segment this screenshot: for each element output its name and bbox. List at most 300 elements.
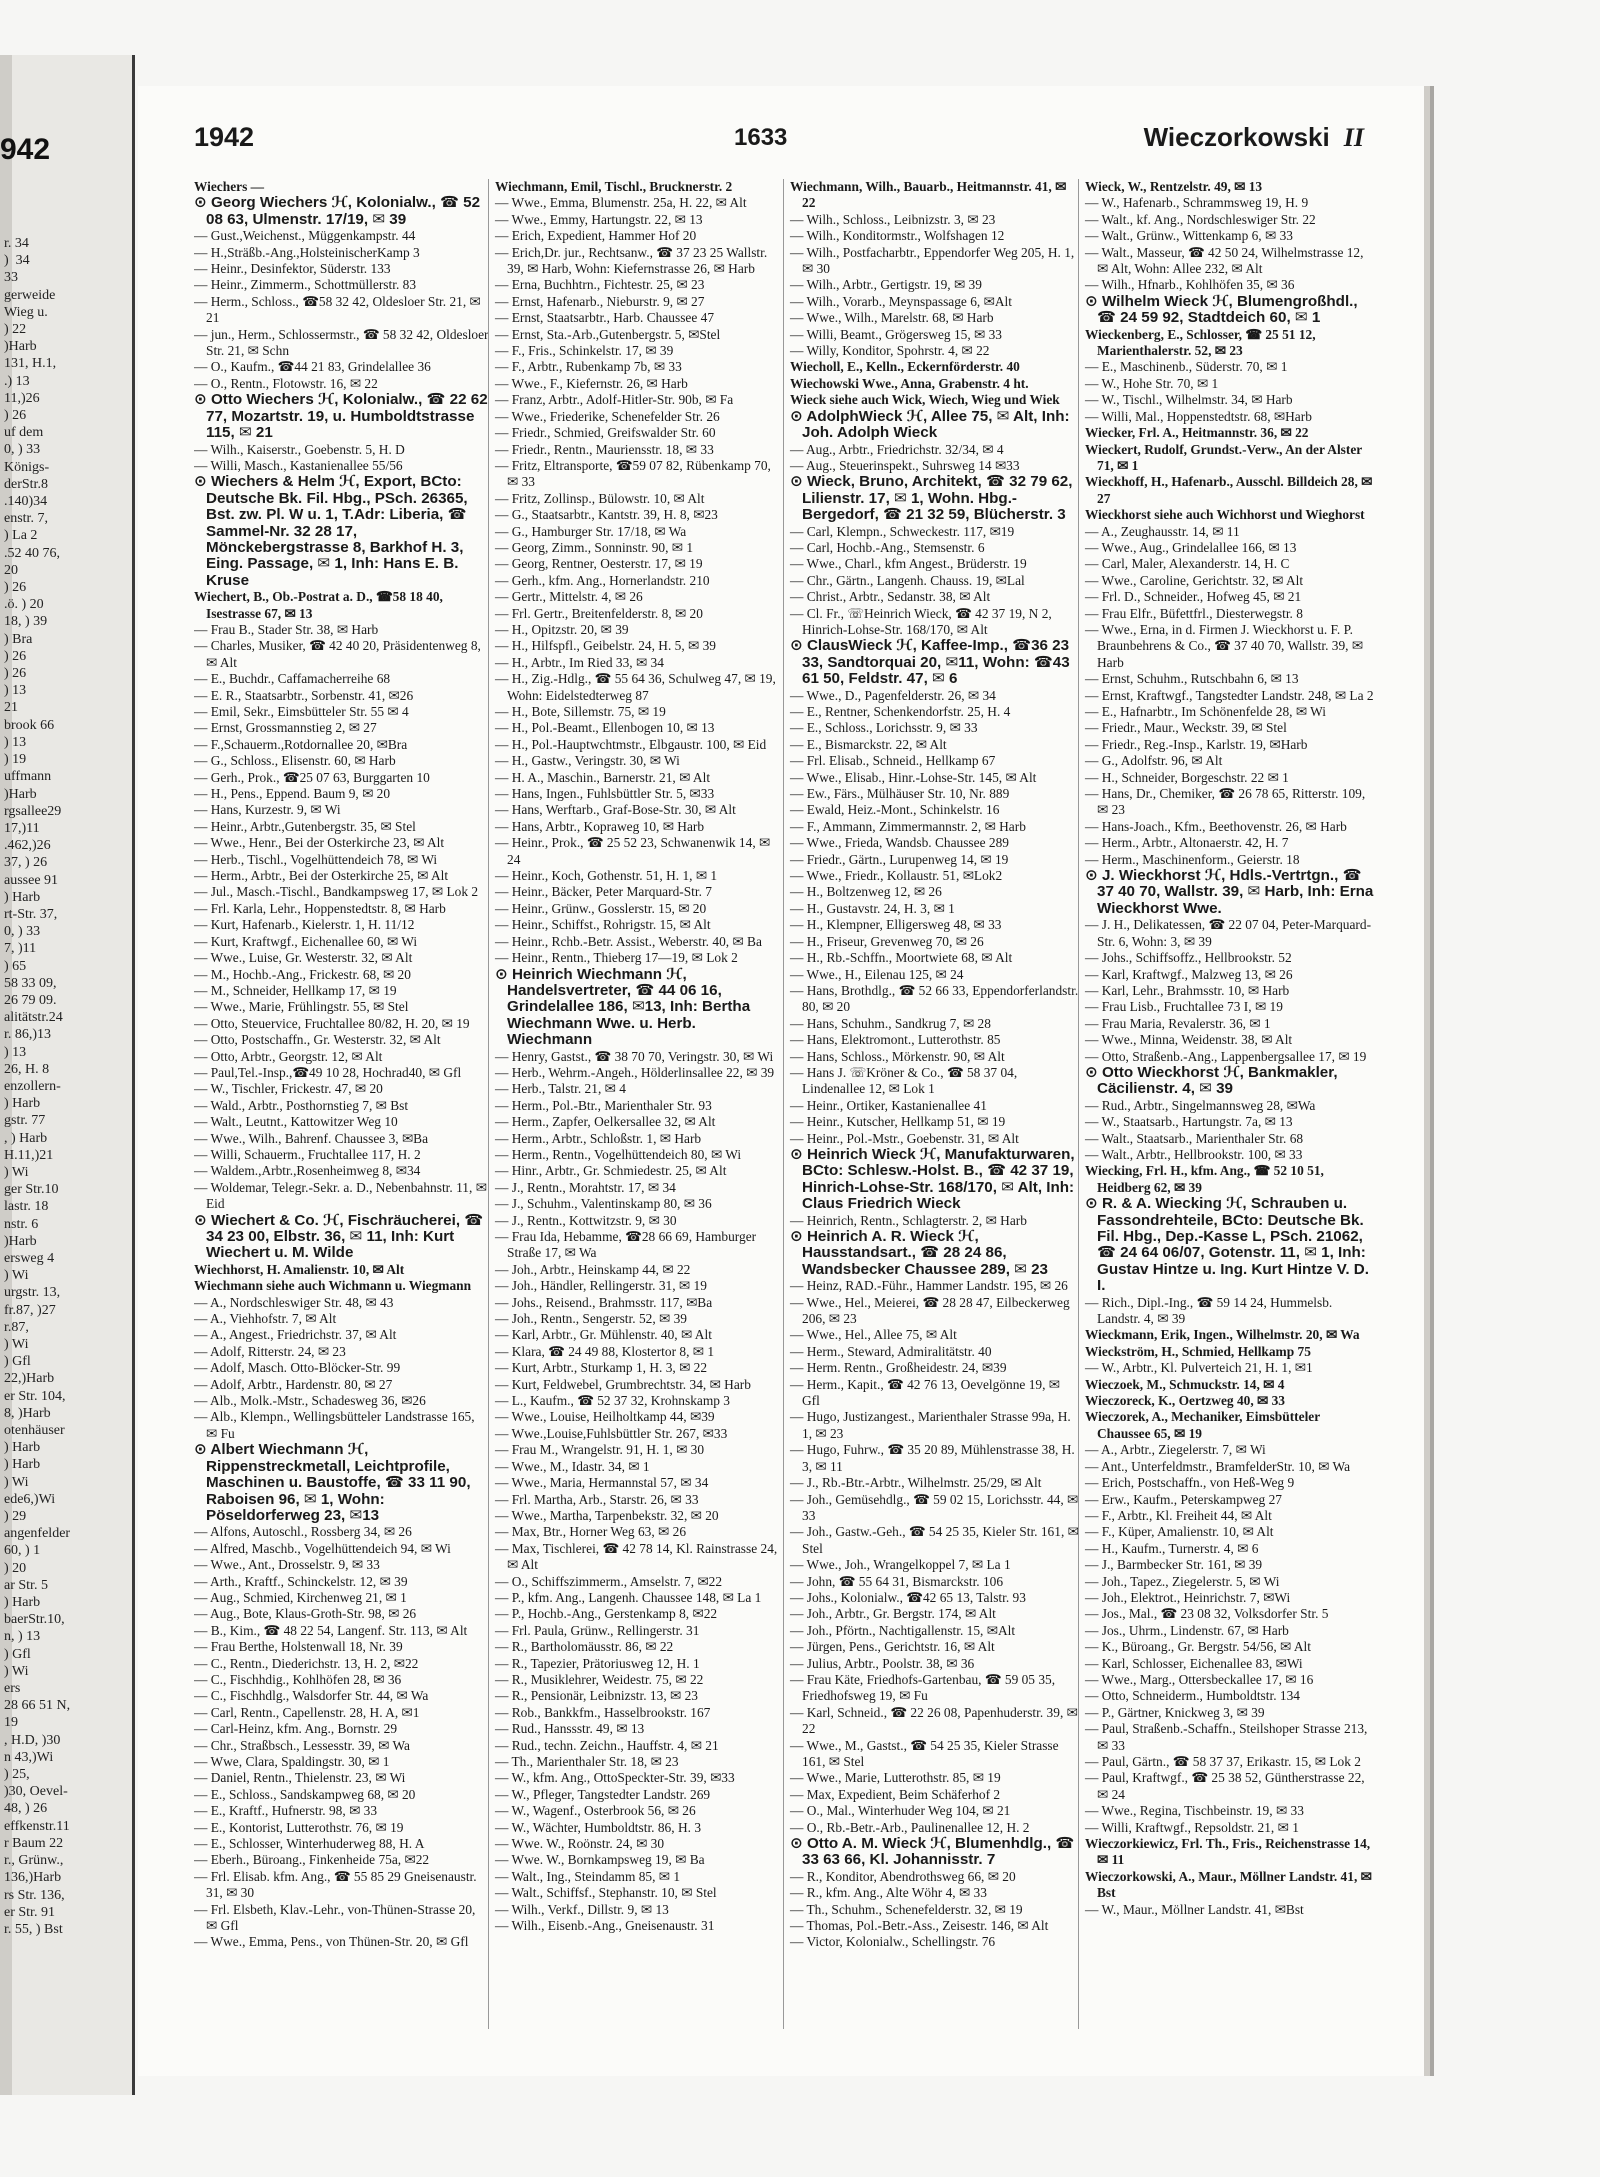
directory-entry: — Heinz, RAD.-Führ., Hammer Landstr. 195, ✉ 26	[790, 1278, 1068, 1294]
directory-entry: — Frau Ida, Hebamme, ☎28 66 69, Hamburger Straße 17, ✉ Wa	[495, 1229, 757, 1261]
directory-entry: — Ewald, Heiz.-Mont., Schinkelstr. 16	[790, 802, 1000, 818]
directory-entry: — Karl, Schlosser, Eichenallee 83, ✉Wi	[1085, 1655, 1303, 1671]
directory-entry: — Wwe. W., Bornkampsweg 19, ✉ Ba	[495, 1852, 705, 1868]
directory-entry: — Georg, Zimm., Sonninstr. 90, ✉ 1	[495, 539, 694, 555]
directory-entry: — Daniel, Rentn., Thielenstr. 23, ✉ Wi	[194, 1770, 406, 1786]
directory-entry: — E., Bismarckstr. 22, ✉ Alt	[790, 736, 947, 752]
directory-entry: — E., Buchdr., Caffamacherreihe 68	[194, 671, 391, 687]
directory-entry: — Herm., Maschinenform., Geierstr. 18	[1085, 851, 1300, 867]
directory-entry: — R., Musiklehrer, Weidestr. 75, ✉ 22	[495, 1671, 704, 1687]
directory-entry: — Franz, Arbtr., Adolf-Hitler-Str. 90b, ✉ Fa	[495, 392, 734, 408]
directory-entry: — Frau M., Wrangelstr. 91, H. 1, ✉ 30	[495, 1442, 705, 1458]
directory-entry: — Walt., Grünw., Wittenkamp 6, ✉ 33	[1085, 228, 1293, 244]
directory-entry: — E., Schlosser, Winterhuderweg 88, H. A	[194, 1836, 425, 1852]
directory-entry: — Wwe, Clara, Spaldingstr. 30, ✉ 1	[194, 1754, 390, 1769]
directory-entry: — Paul,Tel.-Insp.,☎49 10 28, Hochrad40, ✉ Gfl	[194, 1064, 462, 1080]
directory-entry: — Wwe., Henr., Bei der Osterkirche 23, ✉ Alt	[194, 835, 445, 851]
directory-entry: — Erna, Buchhtrn., Fichtestr. 25, ✉ 23	[495, 277, 705, 293]
directory-entry: — Adolf, Masch. Otto-Blöcker-Str. 99	[194, 1360, 401, 1376]
directory-entry: Wiechmann, Wilh., Bauarb., Heitmannstr. 41, ✉ 22	[790, 179, 1067, 211]
directory-entry: — Karl, Schneid., ☎ 22 26 08, Papenhuderstr. 39, ✉ 22	[790, 1704, 1078, 1737]
directory-entry: — E. R., Staatsarbtr., Sorbenstr. 41, ✉26	[194, 687, 414, 703]
directory-entry: — Carl, Rentn., Capellenstr. 28, H. A, ✉1	[194, 1704, 420, 1720]
directory-entry: — Wwe., Maria, Hermannstal 57, ✉ 34	[495, 1475, 709, 1491]
directory-entry: — Wwe., Regina, Tischbeinstr. 19, ✉ 33	[1085, 1803, 1304, 1819]
directory-entry: — Willy, Konditor, Spohrstr. 4, ✉ 22	[790, 343, 990, 359]
directory-entry: — Frl. Karla, Lehr., Hoppenstedtstr. 8, ✉ Harb	[194, 900, 446, 916]
directory-entry: Wieckhoff, H., Hafenarb., Ausschl. Billdeich 28, ✉ 27	[1085, 474, 1373, 506]
directory-entry: — Wwe., Marie, Lutterothstr. 85, ✉ 19	[790, 1770, 1001, 1786]
directory-entry: — Rud., techn. Zeichn., Hauffstr. 4, ✉ 21	[495, 1737, 719, 1753]
directory-entry: — P., kfm. Ang., Langenh. Chaussee 148, ✉ La 1	[495, 1589, 762, 1605]
directory-entry: Wieczoek, M., Schmuckstr. 14, ✉ 4	[1085, 1376, 1285, 1392]
directory-entry: — W., Tischl., Wilhelmstr. 34, ✉ Harb	[1085, 392, 1293, 408]
directory-entry: — Wwe., Wilh., Bahrenf. Chaussee 3, ✉Ba	[194, 1130, 429, 1146]
directory-entry: — Wilh., Arbtr., Gertigstr. 19, ✉ 39	[790, 277, 982, 293]
directory-entry: — Alfred, Maschb., Vogelhüttendeich 94, ✉ Wi	[194, 1540, 451, 1556]
directory-entry: ⊙ ClausWieck ℋ, Kaffee-Imp., ☎36 23 33, Sandtorquai 20, ✉11, Wohn: ☎43 61 50, Feldstr. 47, ✉ 6	[790, 637, 1070, 688]
directory-entry: — P., Hochb.-Ang., Gerstenkamp 8, ✉22	[495, 1606, 718, 1622]
directory-entry: — W., Wächter, Humboldtstr. 86, H. 3	[495, 1819, 702, 1835]
directory-entry: — H., Rb.-Schffn., Moortwiete 68, ✉ Alt	[790, 950, 1013, 966]
directory-entry: — Hans, Schloss., Mörkenstr. 90, ✉ Alt	[790, 1048, 1005, 1064]
directory-entry: — R., kfm. Ang., Alte Wöhr 4, ✉ 33	[790, 1885, 987, 1901]
directory-entry: — Wilh., Schloss., Leibnizstr. 3, ✉ 23	[790, 211, 996, 227]
directory-entry: ⊙ Heinrich A. R. Wieck ℋ, Hausstandsart., ☎ 28 24 86, Wandsbecker Chaussee 289, ✉ 23	[790, 1228, 1049, 1278]
directory-entry: Wieczorkiewicz, Frl. Th., Fris., Reichenstrasse 14, ✉ 11	[1085, 1836, 1371, 1868]
directory-entry: — Frl. D., Schneider., Hofweg 45, ✉ 21	[1085, 589, 1302, 605]
directory-entry: — C., Fischhdig., Kohlhöfen 28, ✉ 36	[194, 1671, 402, 1687]
directory-entry: — E., Schloss., Lorichsstr. 9, ✉ 33	[790, 720, 978, 736]
page-header	[194, 122, 1364, 166]
directory-entry: — Hans, Dr., Chemiker, ☎ 26 78 65, Ritterstr. 109, ✉ 23	[1085, 786, 1366, 818]
directory-entry: — Waldem.,Arbtr.,Rosenheimweg 8, ✉34	[194, 1163, 421, 1179]
directory-entry: Wieckenberg, E., Schlosser, ☎ 25 51 12, Marienthalerstr. 52, ✉ 23	[1085, 326, 1316, 359]
directory-entry: — Aug., Schmied, Kirchenweg 21, ✉ 1	[194, 1589, 407, 1605]
directory-entry: — Frau Elfr., Büfettfrl., Diesterwegstr. 8	[1085, 605, 1303, 621]
directory-entry: — Heinr., Rentn., Thieberg 17—19, ✉ Lok 2	[495, 950, 738, 966]
directory-entry: — W., Wagenf., Osterbrook 56, ✉ 26	[495, 1803, 696, 1819]
directory-entry: — Jos., Mal., ☎ 23 08 32, Volksdorfer Str. 5	[1085, 1606, 1329, 1622]
directory-entry: — H., Gastw., Veringstr. 30, ✉ Wi	[495, 753, 680, 769]
directory-entry: — Erich,Dr. jur., Rechtsanw., ☎ 37 23 25 Wallstr. 39, ✉ Harb, Wohn: Kiefernstrasse 26, ✉ Harb	[495, 244, 768, 277]
directory-entry: — Carl, Hochb.-Ang., Stemsenstr. 6	[790, 539, 985, 555]
directory-entry: — Herm., Arbtr., Altonaerstr. 42, H. 7	[1085, 835, 1289, 851]
directory-entry: — Ernst, Staatsarbtr., Harb. Chaussee 47	[495, 310, 715, 326]
directory-entry: — Frl. Martha, Arb., Starstr. 26, ✉ 33	[495, 1491, 699, 1507]
directory-entry: — Frau Lisb., Fruchtallee 73 I, ✉ 19	[1085, 999, 1283, 1015]
directory-entry: — R., Pensionär, Leibnizstr. 13, ✉ 23	[495, 1688, 698, 1704]
directory-entry: — E., Schloss., Sandskampweg 68, ✉ 20	[194, 1786, 416, 1802]
directory-entry: — Hans J. ☏Kröner & Co., ☎ 58 37 04, Lindenallee 12, ✉ Lok 1	[790, 1064, 1018, 1097]
directory-entry: — W., kfm. Ang., OttoSpeckter-Str. 39, ✉33	[495, 1770, 735, 1786]
directory-entry: — Rob., Bankkfm., Hasselbrookstr. 167	[495, 1704, 711, 1720]
header-keyword-text: Wieczorkowski	[1143, 122, 1330, 152]
directory-entry: — Wwe., Minna, Weidenstr. 38, ✉ Alt	[1085, 1032, 1293, 1048]
directory-entry: — Johs., Kolonialw., ☎42 65 13, Talstr. 93	[790, 1589, 1026, 1605]
directory-entry: — Heinrich, Rentn., Schlagterstr. 2, ✉ Harb	[790, 1212, 1027, 1228]
directory-entry: ⊙ Wiechers & Helm ℋ, Export, BCto: Deutsche Bk. Fil. Hbg., PSch. 26365, Bst. zw. Pl. W u. 1, T.Adr: Liberia, ☎ Sammel-Nr. 32 28 17, Mönckebergstrasse 8, Barkhof H. 3, Eing. Passage, ✉ 1, Inh: Hans E. B. Kruse	[194, 473, 468, 589]
directory-entry: — L., Kaufm., ☎ 52 37 32, Krohnskamp 3	[495, 1393, 730, 1409]
directory-entry: — O., Rentn., Flotowstr. 16, ✉ 22	[194, 375, 378, 391]
directory-entry: — Ernst, Hafenarb., Nieburstr. 9, ✉ 27	[495, 293, 705, 309]
directory-entry: — Joh., Gemüsehdlg., ☎ 59 02 15, Lorichsstr. 44, ✉ 33	[790, 1491, 1079, 1523]
directory-entry: — Paul, Kraftwgf., ☎ 25 38 52, Güntherstrasse 22, ✉ 24	[1085, 1770, 1365, 1802]
directory-entry: — Heinr., Zimmerm., Schottmüllerstr. 83	[194, 277, 417, 293]
directory-entry: — Herm. Rentn., Großheidestr. 24, ✉39	[790, 1360, 1007, 1376]
directory-entry: ⊙ Otto Wieckhorst ℋ, Bankmakler, Cäcilienstr. 4, ✉ 39	[1085, 1063, 1338, 1098]
directory-entry: Wiechert, B., Ob.-Postrat a. D., ☎58 18 40, Isestrasse 67, ✉ 13	[194, 589, 443, 621]
directory-entry: — Aug., Arbtr., Friedrichstr. 32/34, ✉ 4	[790, 441, 1004, 457]
directory-entry: — J. H., Delikatessen, ☎ 22 07 04, Peter-Marquard-Str. 6, Wohn: 3, ✉ 39	[1085, 917, 1372, 949]
directory-entry: — Gertr., Mittelstr. 4, ✉ 26	[495, 589, 643, 605]
column-1	[194, 179, 489, 2029]
directory-entry: — Adolf, Arbtr., Hardenstr. 80, ✉ 27	[194, 1376, 393, 1392]
directory-entry: — Otto, Steuervice, Fruchtallee 80/82, H. 20, ✉ 19	[194, 1015, 470, 1031]
column-4	[1078, 179, 1374, 2029]
directory-entry: Wiechhorst, H. Amalienstr. 10, ✉ Alt	[194, 1261, 405, 1277]
directory-entry: — F., Küper, Amalienstr. 10, ✉ Alt	[1085, 1524, 1274, 1540]
directory-entry: Wieckert, Rudolf, Grundst.-Verw., An der Alster 71, ✉ 1	[1085, 441, 1362, 473]
directory-entry: — K., Büroang., Gr. Bergstr. 54/56, ✉ Alt	[1085, 1639, 1311, 1655]
directory-entry: — Max, Tischlerei, ☎ 42 78 14, Kl. Rainstrasse 24, ✉ Alt	[495, 1540, 778, 1573]
directory-entry: — Joh., Tapez., Ziegelerstr. 5, ✉ Wi	[1085, 1573, 1280, 1589]
directory-entry: — John, ☎ 55 64 31, Bismarckstr. 106	[790, 1573, 1004, 1589]
directory-entry: ⊙ Otto Wiechers ℋ, Kolonialw., ☎ 22 62 77, Mozartstr. 19, u. Humboldtstrasse 115, ✉ 21	[194, 391, 488, 442]
directory-entry: — W., Staatsarb., Hartungstr. 7a, ✉ 13	[1085, 1114, 1293, 1130]
directory-entry: — Karl, Arbtr., Gr. Mühlenstr. 40, ✉ Alt	[495, 1327, 712, 1343]
directory-entry: — Wwe., Wilh., Marelstr. 68, ✉ Harb	[790, 310, 994, 326]
directory-entry: — Herm., Zapfer, Oelkersallee 32, ✉ Alt	[495, 1114, 716, 1130]
directory-entry: — E., Rentner, Schenkendorfstr. 25, H. 4	[790, 704, 1011, 719]
directory-entry: — J., Barmbecker Str. 161, ✉ 39	[1085, 1557, 1263, 1573]
directory-entry: — Hans, Elektromont., Lutterothstr. 85	[790, 1032, 1001, 1048]
directory-entry: — H., Pol.-Hauptwchtmstr., Elbgaustr. 100, ✉ Eid	[495, 736, 767, 752]
directory-entry: — H., Klempner, Elligersweg 48, ✉ 33	[790, 917, 1002, 933]
directory-entry: — Johs., Reisend., Brahmsstr. 117, ✉Ba	[495, 1294, 713, 1310]
directory-entry: — Willi, Mal., Hoppenstedtstr. 68, ✉Harb	[1085, 408, 1312, 424]
directory-entry: — Herm., Arbtr., Schloßstr. 1, ✉ Harb	[495, 1130, 702, 1146]
directory-entry: — Wwe., Charl., kfm Angest., Brüderstr. 19	[790, 556, 1027, 572]
directory-entry: — A., Angest., Friedrichstr. 37, ✉ Alt	[194, 1327, 397, 1343]
directory-entry: — Wwe., Marie, Frühlingstr. 55, ✉ Stel	[194, 999, 409, 1015]
directory-entry: — W., Pfleger, Tangstedter Landstr. 269	[495, 1786, 711, 1802]
directory-entry: — H., Pol.-Beamt., Ellenbogen 10, ✉ 13	[495, 720, 715, 736]
directory-entry: — Cl. Fr., ☏Heinrich Wieck, ☎ 42 37 19, N 2, Hinrich-Lohse-Str. 168/170, ✉ Alt	[790, 605, 1052, 637]
directory-entry: — Herb., Talstr. 21, ✉ 4	[495, 1081, 626, 1097]
directory-entry: — Erich, Expedient, Hammer Hof 20	[495, 228, 697, 244]
directory-entry: — Heinr., Koch, Gothenstr. 51, H. 1, ✉ 1	[495, 868, 718, 884]
directory-entry: — Erw., Kaufm., Peterskampweg 27	[1085, 1491, 1282, 1507]
directory-entry: Wieczoreck, K., Oertzweg 40, ✉ 33	[1085, 1393, 1285, 1409]
directory-entry: — Ernst, Schuhm., Rutschbahn 6, ✉ 13	[1085, 671, 1299, 687]
directory-entry: — Kurt, Feldwebel, Grumbrechtstr. 34, ✉ Harb	[495, 1376, 751, 1392]
directory-entry: — Wwe., Elisab., Hinr.-Lohse-Str. 145, ✉ Alt	[790, 769, 1037, 785]
directory-entry: — Frl. Elisab. kfm. Ang., ☎ 55 85 29 Gneisenaustr. 31, ✉ 30	[194, 1868, 477, 1901]
directory-entry: — Wwe., Martha, Tarpenbekstr. 32, ✉ 20	[495, 1507, 719, 1523]
directory-entry: — Jürgen, Pens., Gerichtstr. 16, ✉ Alt	[790, 1639, 995, 1655]
directory-entry: — B., Kim., ☎ 48 22 54, Langenf. Str. 113, ✉ Alt	[194, 1622, 468, 1638]
directory-entry: — Herm., Arbtr., Bei der Osterkirche 25, ✉ Alt	[194, 868, 449, 884]
directory-entry: ⊙ Heinrich Wiechmann ℋ, Handelsvertreter, ☎ 44 06 16, Grindelallee 186, ✉13, Inh: Bertha Wiechmann Wwe. u. Herb. Wiechmann	[495, 965, 751, 1049]
directory-entry: — Rud., Hanssstr. 49, ✉ 13	[495, 1721, 645, 1737]
directory-entry: — J., Rentn., Morahtstr. 17, ✉ 34	[495, 1179, 676, 1195]
directory-entry: — Carl-Heinz, kfm. Ang., Bornstr. 29	[194, 1721, 398, 1737]
directory-entry: — Kurt, Arbtr., Sturkamp 1, H. 3, ✉ 22	[495, 1360, 708, 1376]
directory-entry: — Aug., Steuerinspekt., Suhrsweg 14 ✉33	[790, 457, 1020, 473]
directory-entry: — Kurt, Kraftwgf., Eichenallee 60, ✉ Wi	[194, 933, 418, 949]
directory-entry: — Otto, Arbtr., Georgstr. 12, ✉ Alt	[194, 1048, 383, 1064]
directory-entry: — Georg, Rentner, Oesterstr. 17, ✉ 19	[495, 556, 703, 572]
directory-entry: — W., Hafenarb., Schrammsweg 19, H. 9	[1085, 195, 1309, 211]
directory-entry: — Wwe., Emmy, Hartungstr. 22, ✉ 13	[495, 211, 703, 227]
directory-entry: — Wwe., D., Pagenfelderstr. 26, ✉ 34	[790, 687, 996, 703]
directory-entry: — F., Arbtr., Rubenkamp 7b, ✉ 33	[495, 359, 682, 375]
directory-entry: — Heinr., Pol.-Mstr., Goebenstr. 31, ✉ Alt	[790, 1130, 1019, 1146]
directory-entry: — Herb., Tischl., Vogelhüttendeich 78, ✉ Wi	[194, 851, 438, 867]
directory-entry: — Willi, Masch., Kastanienallee 55/56	[194, 457, 403, 473]
directory-entry: — Aug., Bote, Klaus-Groth-Str. 98, ✉ 26	[194, 1606, 417, 1622]
directory-entry: — Paul, Straßenb.-Schaffn., Steilshoper Strasse 213, ✉ 33	[1085, 1721, 1368, 1753]
directory-entry: — H., Kaufm., Turnerstr. 4, ✉ 6	[1085, 1540, 1259, 1556]
directory-entry: Wieckmann, Erik, Ingen., Wilhelmstr. 20, ✉ Wa	[1085, 1327, 1360, 1343]
directory-entry: — Heinr., Ortiker, Kastanienallee 41	[790, 1097, 987, 1113]
directory-entry: — Frau B., Stader Str. 38, ✉ Harb	[194, 621, 379, 637]
directory-entry: — Hans, Werftarb., Graf-Bose-Str. 30, ✉ Alt	[495, 802, 736, 818]
directory-entry: — Th., Schuhm., Schenefelderstr. 32, ✉ 19	[790, 1901, 1023, 1917]
directory-entry: — Frl. Paula, Grünw., Rellingerstr. 31	[495, 1622, 700, 1638]
directory-entry: — Charles, Musiker, ☎ 42 40 20, Präsidentenweg 8, ✉ Alt	[194, 638, 481, 670]
directory-entry: — Frau Maria, Revalerstr. 36, ✉ 1	[1085, 1015, 1271, 1031]
header-year: 1942	[194, 122, 255, 152]
directory-entry: — Walt., Masseur, ☎ 42 50 24, Wilhelmstrasse 12, ✉ Alt, Wohn: Allee 232, ✉ Alt	[1085, 244, 1364, 277]
directory-entry: — Joh., Arbtr., Heinskamp 44, ✉ 22	[495, 1261, 691, 1277]
directory-entry: — Gerh., Prok., ☎25 07 63, Burggarten 10	[194, 769, 430, 785]
directory-entry: — Wwe., Caroline, Gerichtstr. 32, ✉ Alt	[1085, 572, 1304, 588]
directory-entry: — J., Rentn., Kottwitzstr. 9, ✉ 30	[495, 1212, 677, 1228]
directory-entry: — W., Arbtr., Kl. Pulverteich 21, H. 1, ✉1	[1085, 1360, 1313, 1376]
directory-entry: — C., Fischhdlg., Walsdorfer Str. 44, ✉ Wa	[194, 1688, 429, 1704]
directory-entry: — G., Staatsarbtr., Kantstr. 39, H. 8, ✉23	[495, 507, 718, 523]
directory-entry: Wiecking, Frl. H., kfm. Ang., ☎ 52 10 51, Heidberg 62, ✉ 39	[1085, 1163, 1324, 1195]
directory-entry: — Wwe., Erna, in d. Firmen J. Wieckhorst u. F. P. Braunbehrens & Co., ☎ 37 40 70, Wallstr. 39, ✉ Harb	[1085, 621, 1364, 670]
directory-entry: — Wilh., Postfacharbtr., Eppendorfer Weg 205, H. 1, ✉ 30	[790, 244, 1075, 277]
directory-entry: — Joh., Gastw.-Geh., ☎ 54 25 35, Kieler Str. 161, ✉ Stel	[790, 1524, 1079, 1556]
directory-entry: — A., Arbtr., Ziegelerstr. 7, ✉ Wi	[1085, 1442, 1266, 1458]
directory-entry: — Heinr., Desinfektor, Süderstr. 133	[194, 261, 391, 277]
directory-entry: — O., Kaufm., ☎44 21 83, Grindelallee 36	[194, 359, 431, 375]
directory-entry: — Ernst, Sta.-Arb.,Gutenbergstr. 5, ✉Stel	[495, 326, 721, 342]
directory-entry: — Kurt, Hafenarb., Kielerstr. 1, H. 11/12	[194, 917, 415, 933]
directory-entry: — Walt., Arbtr., Hellbrookstr. 100, ✉ 33	[1085, 1146, 1303, 1162]
directory-entry: ⊙ J. Wieckhorst ℋ, Hdls.-Vertrtgn., ☎ 37 40 70, Wallstr. 39, ✉ Harb, Inh: Erna Wieckhorst Wwe.	[1085, 867, 1374, 917]
directory-entry: — Johs., Schiffsoffz., Hellbrookstr. 52	[1085, 950, 1292, 966]
header-keyword-roman: II	[1343, 123, 1364, 152]
directory-entry: — E., Kontorist, Lutterothstr. 76, ✉ 19	[194, 1819, 404, 1835]
directory-entry: — E., Hafnarbtr., Im Schönenfelde 28, ✉ Wi	[1085, 704, 1326, 719]
directory-entry: — Heinr., Bäcker, Peter Marquard-Str. 7	[495, 884, 713, 900]
directory-entry: — Alb., Molk.-Mstr., Schadesweg 36, ✉26	[194, 1393, 426, 1409]
directory-entry: — Wilh., Vorarb., Meynspassage 6, ✉Alt	[790, 293, 1012, 309]
directory-entry: — Wwe., Joh., Wrangelkoppel 7, ✉ La 1	[790, 1557, 1011, 1573]
directory-entry: — Carl, Maler, Alexanderstr. 14, H. C	[1085, 556, 1290, 572]
previous-page-text: r. 34 ) 34 33 gerweide Wieg u. ) 22 )Harb 131, H.1, .) 13 11,)26 ) 26 uf dem 0, ) 33 Königs- derStr.8 .140)34 enstr. 7, ) La 2 .52 40 76, 20 ) 26 .ö. ) 20 18, ) 39 ) Bra ) 26 ) 26 ) 13 21 brook 66 ) 13 ) 19 uffmann )Harb rgsallee29 17,)11 .462,)26 37, ) 26 aussee 91 ) Harb rt-Str. 37, 0, ) 33 7, )11 ) 65 58 33 09, 26 79 09. alitätstr.24 r. 86,)13 ) 13 26, H. 8 enzollern- ) Harb gstr. 77 , ) Harb H.11,)21 ) Wi ger Str.10 lastr. 18 nstr. 6 )Harb ersweg 4 ) Wi urgstr. 13, fr.87, )27 r.87, ) Wi ) Gfl 22,)Harb er Str. 104, 8, )Harb otenhäuser ) Harb ) Harb ) Wi ede6,)Wi ) 29 angenfelder 60, ) 1 ) 20 ar Str. 5 ) Harb baerStr.10, n, ) 13 ) Gfl ) Wi ers 28 66 51 N, 19 , H.D, )30 n 43,)Wi ) 25, )30, Oevel- 48, ) 26 effkenstr.11 r Baum 22 r., Grünw., 136,)Harb rs Str. 136, er Str. 91 r. 55, ) Bst	[4, 236, 71, 1937]
directory-entry: — H., Friseur, Grevenweg 70, ✉ 26	[790, 933, 984, 949]
directory-entry: ⊙ R. & A. Wiecking ℋ, Schrauben u. Fassondrehteile, BCto: Deutsche Bk. Fil. Hbg., Dep.-Kasse L, PSch. 21062, ☎ 24 64 06/07, Gotenstr. 11, ✉ 1, Inh: Gustav Hintze u. Ing. Kurt Hintze V. D. I.	[1085, 1195, 1369, 1295]
directory-entry: — R., Konditor, Abendrothsweg 66, ✉ 20	[790, 1868, 1016, 1884]
directory-entry: Wiechmann, Emil, Tischl., Brucknerstr. 2	[495, 179, 733, 194]
directory-entry: — R., Tapezier, Prätoriusweg 12, H. 1	[495, 1655, 700, 1671]
directory-entry: — Hans, Arbtr., Kopraweg 10, ✉ Harb	[495, 818, 705, 834]
directory-entry: — Joh., Pförtn., Nachtigallenstr. 15, ✉Alt	[790, 1622, 1016, 1638]
directory-entry: — F., Ammann, Zimmermannstr. 2, ✉ Harb	[790, 818, 1026, 834]
directory-entry: — W., Hohe Str. 70, ✉ 1	[1085, 375, 1219, 391]
directory-entry: — O., Rb.-Betr.-Arb., Paulinenallee 12, H. 2	[790, 1819, 1030, 1835]
directory-entry: — Ew., Färs., Mülhäuser Str. 10, Nr. 889	[790, 786, 1010, 802]
directory-entry: — Wwe., Emma, Blumenstr. 25a, H. 22, ✉ Alt	[495, 195, 747, 211]
directory-entry: — Willi, Kraftwgf., Repsoldstr. 21, ✉ 1	[1085, 1819, 1299, 1835]
directory-entry: — Wwe., F., Kiefernstr. 26, ✉ Harb	[495, 375, 688, 391]
directory-entry: — Wwe., Emma, Pens., von Thünen-Str. 20, ✉ Gfl	[194, 1934, 469, 1950]
directory-entry: Wieczorek, A., Mechaniker, Eimsbütteler Chaussee 65, ✉ 19	[1085, 1409, 1320, 1441]
directory-page	[138, 86, 1430, 2076]
directory-entry: ⊙ Wieck, Bruno, Architekt, ☎ 32 79 62, Lilienstr. 17, ✉ 1, Wohn. Hbg.-Bergedorf, ☎ 21 32 59, Blücherstr. 3	[790, 473, 1073, 524]
directory-entry: — Wwe., M., Gastst., ☎ 54 25 35, Kieler Strasse 161, ✉ Stel	[790, 1737, 1059, 1769]
directory-entry: ⊙ Wiechert & Co. ℋ, Fischräucherei, ☎ 34 23 00, Elbstr. 36, ✉ 11, Inh: Kurt Wiechert u. M. Wilde	[194, 1211, 484, 1262]
directory-entry: — Fritz, Zollinsp., Bülowstr. 10, ✉ Alt	[495, 490, 705, 506]
directory-entry: — Ant., Unterfeldmstr., BramfelderStr. 10, ✉ Wa	[1085, 1458, 1351, 1474]
directory-entry: — Otto, Schneiderm., Humboldtstr. 134	[1085, 1688, 1300, 1704]
directory-entry: — Otto, Postschaffn., Gr. Westerstr. 32, ✉ Alt	[194, 1032, 441, 1048]
directory-entry: — H., Bote, Sillemstr. 75, ✉ 19	[495, 704, 666, 719]
directory-entry: — Willi, Beamt., Grögersweg 15, ✉ 33	[790, 326, 1003, 342]
directory-entry: — Wwe., Ant., Drosselstr. 9, ✉ 33	[194, 1557, 380, 1573]
directory-entry: — Joh., Arbtr., Gr. Bergstr. 174, ✉ Alt	[790, 1606, 996, 1622]
directory-entry: — jun., Herm., Schlossermstr., ☎ 58 32 42, Oldesloer Str. 21, ✉ Schn	[194, 326, 489, 359]
directory-entry: — Wwe., M., Idastr. 34, ✉ 1	[495, 1458, 650, 1474]
directory-entry: — G., Adolfstr. 96, ✉ Alt	[1085, 753, 1223, 769]
previous-page-number: 942	[0, 133, 51, 166]
directory-entry: — Chr., Gärtn., Langenh. Chauss. 19, ✉Lal	[790, 572, 1025, 588]
directory-entry: — H., Schneider, Borgeschstr. 22 ✉ 1	[1085, 769, 1289, 785]
directory-entry: — Heinr., Arbtr.,Gutenbergstr. 35, ✉ Stel	[194, 818, 416, 834]
directory-entry: — Woldemar, Telegr.-Sekr. a. D., Nebenbahnstr. 11, ✉ Eid	[194, 1179, 487, 1212]
directory-entry: — Frau Berthe, Holstenwall 18, Nr. 39	[194, 1639, 403, 1655]
directory-entry: — Walt., Staatsarb., Marienthaler Str. 68	[1085, 1130, 1304, 1146]
directory-entry: — Victor, Kolonialw., Schellingstr. 76	[790, 1934, 996, 1950]
directory-entry: — Adolf, Ritterstr. 24, ✉ 23	[194, 1343, 346, 1359]
directory-entry: — Wwe.,Louise,Fuhlsbüttler Str. 267, ✉33	[495, 1425, 728, 1441]
directory-entry: ⊙ Wilhelm Wieck ℋ, Blumengroßhdl., ☎ 24 59 92, Stadtdeich 60, ✉ 1	[1085, 292, 1358, 327]
directory-entry: — Joh., Elektrot., Heinrichstr. 7, ✉Wi	[1085, 1589, 1291, 1605]
directory-entry: — F.,Schauerm.,Rotdornallee 20, ✉Bra	[194, 736, 408, 752]
directory-entry: — F., Fris., Schinkelstr. 17, ✉ 39	[495, 343, 674, 359]
directory-entry: — Friedr., Maur., Weckstr. 39, ✉ Stel	[1085, 720, 1287, 736]
directory-entry: — Wwe., H., Eilenau 125, ✉ 24	[790, 966, 964, 982]
directory-entry: — Gust.,Weichenst., Müggenkampstr. 44	[194, 228, 416, 244]
directory-entry: — H., Hilfspfl., Geibelstr. 24, H. 5, ✉ 39	[495, 638, 716, 654]
directory-entry: — Heinr., Schiffst., Rohrigstr. 15, ✉ Alt	[495, 917, 711, 933]
directory-entry: Wiechers —	[194, 179, 265, 194]
directory-entry: — Wilh., Eisenb.-Ang., Gneisenaustr. 31	[495, 1918, 715, 1934]
directory-entry: — Walt., Schiffsf., Stephanstr. 10, ✉ Stel	[495, 1885, 717, 1901]
directory-entry: — Hugo, Fuhrw., ☎ 35 20 89, Mühlenstrasse 38, H. 3, ✉ 11	[790, 1442, 1075, 1474]
directory-entry: — Hugo, Justizangest., Marienthaler Strasse 99a, H. 1, ✉ 23	[790, 1409, 1071, 1441]
directory-entry: — R., Bartholomäusstr. 86, ✉ 22	[495, 1639, 674, 1655]
column-3	[783, 179, 1079, 2029]
directory-entry: — O., Schiffszimmerm., Amselstr. 7, ✉22	[495, 1573, 723, 1589]
directory-entry: — H.,Sträßb.-Ang.,HolsteinischerKamp 3	[194, 244, 420, 260]
directory-entry: — Thomas, Pol.-Betr.-Ass., Zeisestr. 146, ✉ Alt	[790, 1918, 1049, 1934]
directory-entry: — Christ., Arbtr., Sedanstr. 38, ✉ Alt	[790, 589, 991, 605]
directory-entry: ⊙ Albert Wiechmann ℋ, Rippenstreckmetall, Leichtprofile, Maschinen u. Baustoffe, ☎ 33 11 90, Raboisen 96, ✉ 1, Wohn: Pöseldorferweg 23, ✉13	[194, 1441, 471, 1524]
directory-entry: Wiecker, Frl. A., Heitmannstr. 36, ✉ 22	[1085, 425, 1309, 441]
directory-entry: — Klara, ☎ 24 49 88, Klostertor 8, ✉ 1	[495, 1343, 715, 1359]
directory-entry: — Heinr., Grünw., Gosslerstr. 15, ✉ 20	[495, 900, 707, 916]
directory-entry: — Herm., Rentn., Vogelhüttendeich 80, ✉ Wi	[495, 1146, 742, 1162]
directory-entry: Wieckhorst siehe auch Wichhorst und Wieghorst	[1085, 507, 1365, 523]
directory-entry: — A., Viehhofstr. 7, ✉ Alt	[194, 1311, 337, 1327]
directory-entry: — Hans, Schuhm., Sandkrug 7, ✉ 28	[790, 1015, 991, 1031]
directory-entry: — Joh., Händler, Rellingerstr. 31, ✉ 19	[495, 1278, 707, 1294]
header-page-number: 1633	[734, 124, 788, 151]
directory-entry: — Wwe., Aug., Grindelallee 166, ✉ 13	[1085, 539, 1297, 555]
directory-entry: — Wwe., Hel., Meierei, ☎ 28 28 47, Eilbeckerweg 206, ✉ 23	[790, 1294, 1070, 1327]
directory-entry: — H., Boltzenweg 12, ✉ 26	[790, 884, 942, 900]
directory-entry: — Wilh., Verkf., Dillstr. 9, ✉ 13	[495, 1901, 669, 1917]
directory-entry: — Hans, Kurzestr. 9, ✉ Wi	[194, 802, 341, 818]
directory-entry: — Friedr., Rentn., Mauriensstr. 18, ✉ 33	[495, 441, 714, 457]
directory-entry: — E., Maschinenb., Süderstr. 70, ✉ 1	[1085, 359, 1288, 375]
directory-entry: — H. A., Maschin., Barnerstr. 21, ✉ Alt	[495, 769, 711, 785]
directory-entry: — M., Hochb.-Ang., Frickestr. 68, ✉ 20	[194, 966, 411, 982]
directory-entry: — H., Pens., Eppend. Baum 9, ✉ 20	[194, 786, 391, 802]
directory-entry: — Herm., Steward, Admiralitätstr. 40	[790, 1343, 992, 1359]
directory-entry: — Emil, Sekr., Eimsbütteler Str. 55 ✉ 4	[194, 704, 409, 719]
directory-entry: — Carl, Klempn., Schweckestr. 117, ✉19	[790, 523, 1015, 539]
directory-entry: — Heinr., Kutscher, Hellkamp 51, ✉ 19	[790, 1114, 1006, 1130]
directory-entry: — E., Kraftf., Hufnerstr. 98, ✉ 33	[194, 1803, 378, 1819]
directory-entry: — Alfons, Autoschl., Rossberg 34, ✉ 26	[194, 1524, 412, 1540]
directory-entry: — Wwe., Marg., Ottersbeckallee 17, ✉ 16	[1085, 1671, 1314, 1687]
directory-entry: — Jos., Uhrm., Lindenstr. 67, ✉ Harb	[1085, 1622, 1289, 1638]
directory-entry: — Wwe., Luise, Gr. Westerstr. 32, ✉ Alt	[194, 950, 413, 966]
directory-entry: — Wwe., Hel., Allee 75, ✉ Alt	[790, 1327, 957, 1343]
directory-entry: — W., Maur., Möllner Landstr. 41, ✉Bst	[1085, 1901, 1304, 1917]
directory-entry: Wieckström, H., Schmied, Hellkamp 75	[1085, 1343, 1311, 1359]
directory-entry: — Herm., Pol.-Btr., Marienthaler Str. 93	[495, 1097, 712, 1113]
directory-entry: Wiechowski Wwe., Anna, Grabenstr. 4 ht.	[790, 375, 1029, 391]
directory-entry: — Julius, Arbtr., Poolstr. 38, ✉ 36	[790, 1655, 975, 1671]
directory-entry: — Ernst, Grossmannstieg 2, ✉ 27	[194, 720, 377, 736]
directory-entry: — Henry, Gastst., ☎ 38 70 70, Veringstr. 30, ✉ Wi	[495, 1048, 774, 1064]
directory-entry: — Max, Btr., Horner Weg 63, ✉ 26	[495, 1524, 687, 1540]
directory-entry: — Heinr., Rchb.-Betr. Assist., Weberstr. 40, ✉ Ba	[495, 933, 762, 949]
directory-entry: — C., Rentn., Diederichstr. 13, H. 2, ✉22	[194, 1655, 419, 1671]
directory-entry: — Hans, Brothdlg., ☎ 52 66 33, Eppendorferlandstr. 80, ✉ 20	[790, 982, 1079, 1015]
directory-entry: — Walt., Ing., Steindamm 85, ✉ 1	[495, 1868, 681, 1884]
directory-entry: — Jul., Masch.-Tischl., Bandkampsweg 17, ✉ Lok 2	[194, 884, 479, 900]
header-keyword	[1144, 122, 1364, 153]
directory-entry: ⊙ Heinrich Wieck ℋ, Manufakturwaren, BCto: Schlesw.-Holst. B., ☎ 42 37 19, Hinrich-Lohse-Str. 168/170, ✉ Alt, Inh: Claus Friedrich Wieck	[790, 1145, 1075, 1213]
directory-entry: — Wilh., Hfnarb., Kohlhöfen 35, ✉ 36	[1085, 277, 1295, 293]
directory-entry: — Arth., Kraftf., Schinckelstr. 12, ✉ 39	[194, 1573, 408, 1589]
directory-entry: ⊙ AdolphWieck ℋ, Allee 75, ✉ Alt, Inh: Joh. Adolph Wieck	[790, 407, 1070, 442]
directory-entry: Wiechmann siehe auch Wichmann u. Wiegmann	[194, 1278, 472, 1294]
directory-entry: — Herm., Kapit., ☎ 42 76 13, Oevelgönne 19, ✉ Gfl	[790, 1376, 1061, 1409]
directory-entry: — W., Tischler, Frickestr. 47, ✉ 20	[194, 1081, 383, 1097]
directory-entry: — H., Zig.-Hdlg., ☎ 55 64 36, Schulweg 47, ✉ 19, Wohn: Eidelstedterweg 87	[495, 671, 776, 703]
